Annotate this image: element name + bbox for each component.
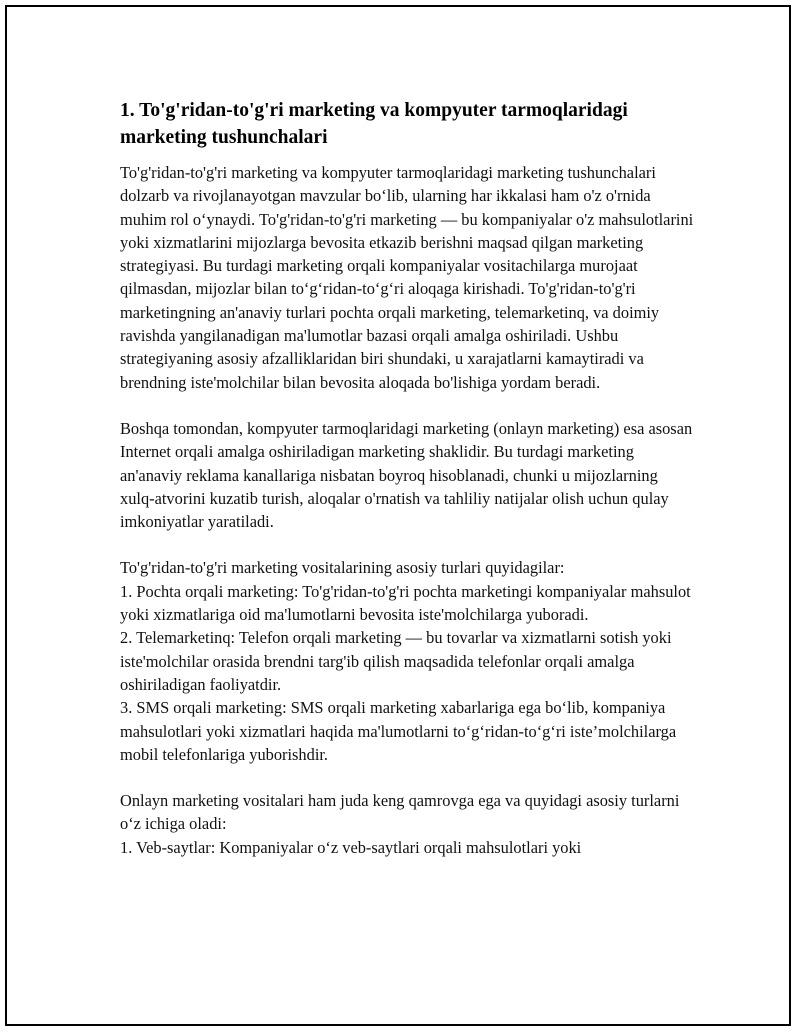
list-item: 1. Pochta orqali marketing: To'g'ridan-to'g'ri pochta marketingi kompaniyalar mahsulot yoki xizmatlariga oid ma'lumotlarni bevosita iste'molchilarga yuboradi. <box>120 581 691 625</box>
paragraph-online-marketing: Boshqa tomondan, kompyuter tarmoqlaridagi marketing (onlayn marketing) esa asosan Internet orqali amalga oshiriladigan marketing shaklidir. Bu turdagi marketing an'anaviy reklama kanallariga nisbatan boyroq hisoblanadi, chunki u mijozlarning xulq-atvorini kuzatib turish, aloqalar o'rnatish va tahliliy natijalar olish uchun qulay imkoniyatlar yaratiladi. <box>120 418 693 532</box>
list-item: 2. Telemarketinq: Telefon orqali marketing — bu tovarlar va xizmatlarni sotish yoki iste'molchilar orasida brendni targ'ib qilish maqsadida telefonlar orqali amalga oshiriladigan faoliyatdir. <box>120 628 672 694</box>
list-intro: To'g'ridan-to'g'ri marketing vositalarining asosiy turlari quyidagilar: <box>120 558 565 578</box>
document-page <box>5 5 791 1026</box>
paragraph-direct-marketing: To'g'ridan-to'g'ri marketing va kompyuter tarmoqlaridagi marketing tushunchalari dolzarb va rivojlanayotgan mavzular bo‘lib, ularning har ikkalasi ham o'z o'rnida muhim rol o‘ynaydi. To'g'ridan-to'g'ri marketing — bu kompaniyalar o'z mahsulotlarini yoki xizmatlarini mijozlarga bevosita etkazib berishni maqsad qilgan marketing strategiyasi. Bu turdagi marketing orqali kompaniyalar vositachilarga murojaat qilmasdan, mijozlar bilan to‘g‘ridan-to‘g‘ri aloqaga kirishadi. To'g'ridan-to'g'ri marketingning an'anaviy turlari pochta orqali marketing, telemarketinq, va doimiy ravishda yangilanadigan ma'lumotlar bazasi orqali amalga oshiriladi. Ushbu strategiyaning asosiy afzalliklaridan biri shundaki, u xarajatlarni kamaytiradi va brendning iste'molchilar bilan bevosita aloqada bo'lishiga yordam beradi. <box>120 163 694 392</box>
section-heading: 1. To'g'ridan-to'g'ri marketing va kompyuter tarmoqlaridagi marketing tushunchalari <box>120 100 628 148</box>
list-item: 1. Veb-saytlar: Kompaniyalar o‘z veb-saytlari orqali mahsulotlari yoki <box>120 837 582 857</box>
document-body <box>120 97 695 859</box>
list-intro: Onlayn marketing vositalari ham juda keng qamrovga ega va quyidagi asosiy turlarni o‘z ichiga oladi: <box>120 791 680 834</box>
online-marketing-tools-list <box>120 789 695 859</box>
direct-marketing-tools-list <box>120 556 695 766</box>
list-item: 3. SMS orqali marketing: SMS orqali marketing xabarlariga ega bo‘lib, kompaniya mahsulotlari yoki xizmatlari haqida ma'lumotlarni to‘g‘ridan-to‘g‘ri iste’molchilarga mobil telefonlariga yuborishdir. <box>120 698 677 764</box>
